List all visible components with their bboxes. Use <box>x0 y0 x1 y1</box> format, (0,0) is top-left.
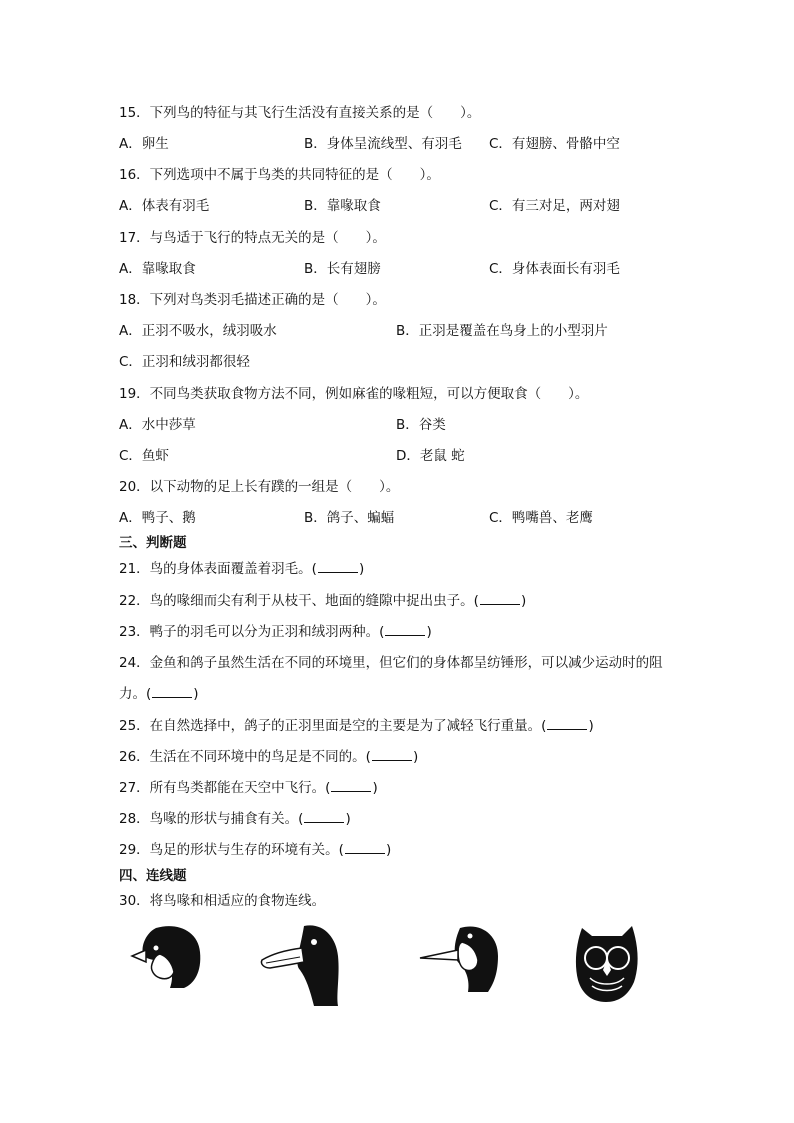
judge-question-29 <box>119 840 391 860</box>
question-16-option-a: A．体表有羽毛 <box>119 198 210 214</box>
judge-close: ) <box>193 686 199 702</box>
section-heading-judgement: 三、判断题 <box>119 535 187 551</box>
judge-text: 29．鸟足的形状与生存的环境有关。( <box>119 842 344 858</box>
judge-question-27 <box>119 778 378 798</box>
judge-question-24 <box>119 653 663 673</box>
judge-question-26 <box>119 747 418 767</box>
judge-question-28 <box>119 809 351 829</box>
judge-text: 23．鸭子的羽毛可以分为正羽和绒羽两种。( <box>119 624 385 640</box>
question-19-option-d: D．老鼠 蛇 <box>396 448 465 464</box>
question-15-stem: 15．下列鸟的特征与其飞行生活没有直接关系的是（ ）。 <box>119 105 481 121</box>
judge-question-21 <box>119 559 364 579</box>
question-30-stem: 30．将鸟喙和相适应的食物连线。 <box>119 893 326 909</box>
answer-blank[interactable] <box>480 591 520 605</box>
judge-close: ) <box>372 780 378 796</box>
judge-question-23 <box>119 622 432 642</box>
judge-close: ) <box>412 749 419 765</box>
judge-close: ) <box>426 624 432 640</box>
bird-head-illustrations <box>120 920 660 1020</box>
answer-blank[interactable] <box>318 559 358 573</box>
question-20-stem: 20．以下动物的足上长有蹼的一组是（ ）。 <box>119 479 400 495</box>
question-16-stem: 16．下列选项中不属于鸟类的共同特征的是（ ）。 <box>119 167 440 183</box>
judge-close: ) <box>520 593 527 609</box>
answer-blank[interactable] <box>304 809 344 823</box>
question-15-option-a: A．卵生 <box>119 136 169 152</box>
question-20-option-c: C．鸭嘴兽、老鹰 <box>489 510 593 526</box>
judge-close: ) <box>345 811 351 827</box>
question-16-option-b: B．靠喙取食 <box>304 198 381 214</box>
judge-text: 力。( <box>119 686 152 702</box>
judge-close: ) <box>358 561 365 577</box>
judge-question-24-cont <box>119 684 199 704</box>
owl-head-icon <box>572 920 642 1005</box>
judge-close: ) <box>385 842 392 858</box>
answer-blank[interactable] <box>372 747 412 761</box>
question-17-option-a: A．靠喙取食 <box>119 261 196 277</box>
question-18-stem: 18．下列对鸟类羽毛描述正确的是（ ）。 <box>119 292 386 308</box>
judge-question-25 <box>119 716 594 736</box>
question-19-option-c: C．鱼虾 <box>119 448 169 464</box>
answer-blank[interactable] <box>345 840 385 854</box>
judge-close: ) <box>588 718 594 734</box>
judge-question-22 <box>119 591 526 611</box>
judge-text: 21．鸟的身体表面覆盖着羽毛。( <box>119 561 317 577</box>
answer-blank[interactable] <box>385 622 425 636</box>
judge-text: 27．所有鸟类都能在天空中飞行。( <box>119 780 331 796</box>
question-19-option-b: B．谷类 <box>396 417 446 433</box>
judge-text: 22．鸟的喙细而尖有利于从枝干、地面的缝隙中捉出虫子。( <box>119 593 479 609</box>
answer-blank[interactable] <box>331 778 371 792</box>
question-17-option-c: C．身体表面长有羽毛 <box>489 261 620 277</box>
question-15-option-b: B．身体呈流线型、有羽毛 <box>304 136 462 152</box>
judge-text: 24．金鱼和鸽子虽然生活在不同的环境里，但它们的身体都呈纺锤形，可以减少运动时的阻 <box>119 655 663 671</box>
question-19-stem: 19．不同鸟类获取食物方法不同，例如麻雀的喙粗短，可以方便取食（ ）。 <box>119 386 589 402</box>
finch-head-icon <box>126 920 206 990</box>
question-15-option-c: C．有翅膀、骨骼中空 <box>489 136 620 152</box>
answer-blank[interactable] <box>547 716 587 730</box>
question-18-option-b: B．正羽是覆盖在鸟身上的小型羽片 <box>396 323 608 339</box>
question-20-option-a: A．鸭子、鹅 <box>119 510 196 526</box>
woodpecker-head-icon <box>418 920 508 995</box>
judge-text: 25．在自然选择中，鸽子的正羽里面是空的主要是为了减轻飞行重量。( <box>119 718 547 734</box>
answer-blank[interactable] <box>152 684 192 698</box>
judge-text: 28．鸟喙的形状与捕食有关。( <box>119 811 304 827</box>
question-17-stem: 17．与鸟适于飞行的特点无关的是（ ）。 <box>119 230 386 246</box>
question-18-option-c: C．正羽和绒羽都很轻 <box>119 354 250 370</box>
question-20-option-b: B．鸽子、蝙蝠 <box>304 510 395 526</box>
question-16-option-c: C．有三对足，两对翅 <box>489 198 620 214</box>
question-17-option-b: B．长有翅膀 <box>304 261 381 277</box>
section-heading-matching: 四、连线题 <box>119 868 187 884</box>
duck-head-icon <box>256 920 366 1010</box>
question-19-option-a: A．水中莎草 <box>119 417 196 433</box>
question-18-option-a: A．正羽不吸水，绒羽吸水 <box>119 323 277 339</box>
judge-text: 26．生活在不同环境中的鸟足是不同的。( <box>119 749 371 765</box>
